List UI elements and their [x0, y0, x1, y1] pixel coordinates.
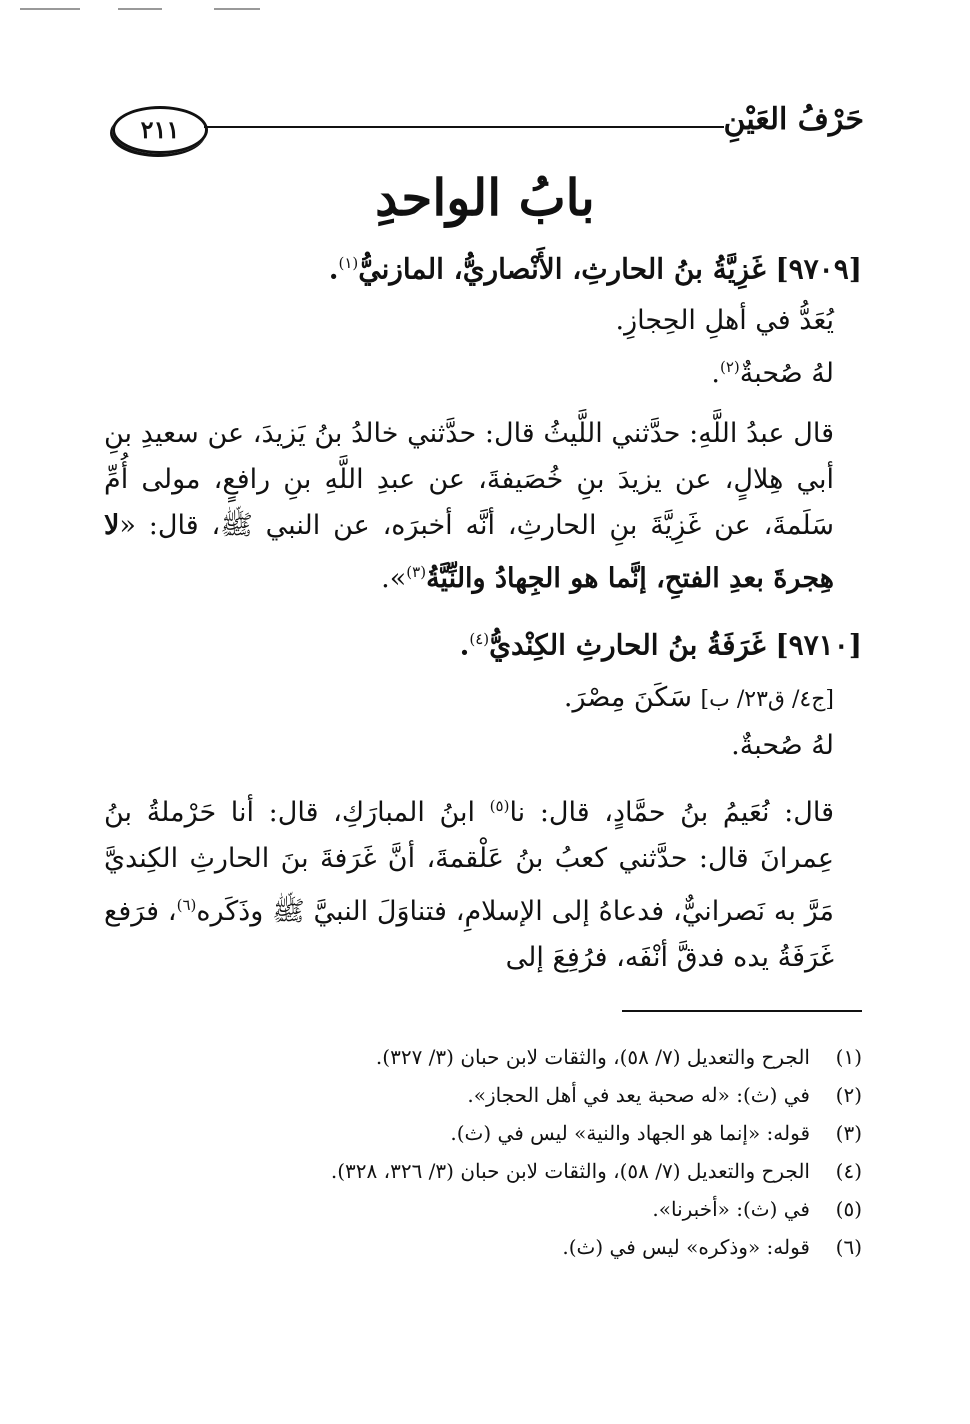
footnote-number: (١): [835, 1045, 862, 1069]
footnote-ref: (١): [338, 254, 359, 272]
footnote: [104, 1228, 862, 1266]
scan-mark: [20, 8, 80, 10]
manuscript-ref: [ج٤/ ق٢٣/ ب]: [700, 686, 834, 712]
footnote-text: في (ث): «أخبرنا».: [652, 1197, 810, 1221]
footnote: [104, 1152, 862, 1190]
footnote-text: قوله: «وذكره» ليس في (ث).: [562, 1235, 810, 1259]
punctuation: .: [328, 252, 339, 286]
main-text: [104, 240, 862, 981]
footnote: [104, 1114, 862, 1152]
footnotes: [104, 1038, 862, 1266]
entry-line: يُعَدُّ في أهلِ الحِجازِ.: [615, 305, 834, 337]
narration-text: قال: نُعَيمُ بنُ حمَّادٍ، قال: نا: [509, 796, 835, 828]
page-header: [112, 102, 864, 162]
entry-heading: [104, 240, 862, 292]
page-number-badge: ٢١١: [112, 106, 208, 154]
footnote-number: (٢): [835, 1083, 862, 1107]
entry-line-text: لهُ صُحبةٌ: [739, 358, 834, 390]
footnote-text: قوله: «إنما هو الجهاد والنية» ليس في (ث).: [450, 1121, 810, 1145]
entry-line: [104, 675, 862, 723]
footnote-ref: (٥): [489, 796, 510, 815]
footnote-ref: (٤): [469, 630, 490, 649]
entry-heading-text: [٩٧٠٩] غَزِيَّةُ بنُ الحارثِ، الأَنْصاريُّ، المازنيُّ: [358, 252, 862, 286]
footnote-ref: (٢): [719, 358, 740, 377]
footnote-number: (٣): [835, 1121, 862, 1145]
scan-mark: [214, 8, 260, 10]
narration-text: ، فرَفع غَرَفَةُ يده فدقَّ أنْفَه، فرُفِعَ إلى: [104, 895, 834, 973]
footnote-number: (٤): [835, 1159, 862, 1183]
footnote-ref: (٦): [176, 895, 197, 914]
hadith-text: لا هِجرةَ بعدِ الفتحِ، إنَّما هو الجِهادُ والنِّيَّةُ: [104, 510, 834, 595]
footnote: [104, 1190, 862, 1228]
footnote-number: (٥): [835, 1197, 862, 1221]
entry-heading-text: [٩٧١٠] غَرَفَةُ بنُ الحارثِ الكِنْديُّ: [489, 628, 862, 662]
footnote-text: في (ث): «له صحبة يعد في أهل الحجاز».: [467, 1083, 810, 1107]
scan-edge-marks: [0, 0, 970, 14]
scan-mark: [118, 8, 162, 10]
footnote-text: الجرح والتعديل (٧/ ٥٨)، والثقات لابن حبان (٣/ ٣٢٧).: [375, 1045, 810, 1069]
entry-heading: [104, 616, 862, 668]
footnote: [104, 1076, 862, 1114]
footnote-text: الجرح والتعديل (٧/ ٥٨)، والثقات لابن حبان (٣/ ٣٢٦، ٣٢٨).: [330, 1159, 810, 1183]
punctuation: .: [459, 628, 470, 662]
narration-text: قال عبدُ اللَّهِ: حدَّثني اللَّيثُ قال: حدَّثني خالدُ بنُ يَزيدَ، عن سعيدِ بنِ أبي هِلالٍ، عن يزيدَ بنِ خُصَيفةَ، عن عبدِ اللَّهِ بنِ رافعٍ، مولى أُمِّ سَلَمةَ، عن غَزِيَّةَ بنِ الحارثِ، أنَّه أخبرَه، عن النبي ﷺ، قال: «: [104, 418, 834, 542]
narration-paragraph: [104, 411, 862, 602]
footnote: [104, 1038, 862, 1076]
footnote-ref: (٣): [406, 563, 427, 582]
narration-text: ابنُ المبارَكِ، قال: أنا حَرْملةُ بنُ عِمرانَ قال: حدَّثني كعبُ بنُ عَلْقمةَ، أنَّ غَرَفةَ بنَ الحارثِ الكِنديَّ مَرَّ به نَصرانيٌّ، فدعاهُ إلى الإسلامِ، فتناوَلَ النبيَّ ﷺ وذَكَره: [104, 796, 834, 927]
entry-line: لهُ صُحبةٌ.: [731, 729, 834, 761]
running-title: حَرْفُ العَيْنِ: [723, 102, 864, 137]
header-rule: [204, 126, 724, 128]
entry-line: [104, 344, 862, 397]
footnote-number: (٦): [835, 1235, 862, 1259]
narration-paragraph: [104, 783, 862, 981]
footnote-separator: [622, 1010, 862, 1012]
punctuation: .: [711, 358, 720, 390]
punctuation: ».: [381, 563, 407, 595]
entry-line-text: سَكَنَ مِصْرَ.: [563, 681, 692, 713]
chapter-title: بابُ الواحدِ: [375, 168, 595, 227]
